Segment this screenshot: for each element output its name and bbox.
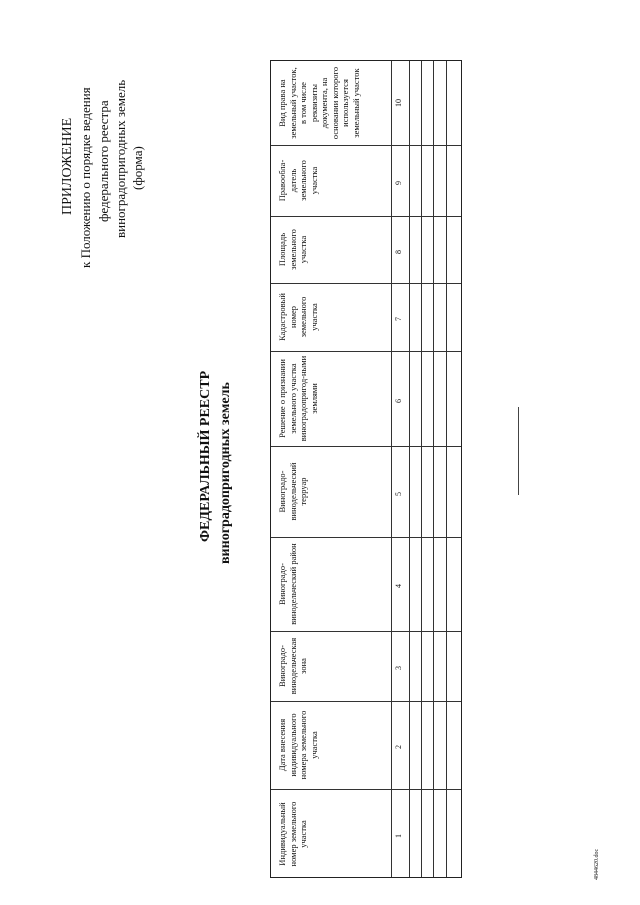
table-hline xyxy=(271,537,461,538)
appendix-line-4: виноградопригодных земель xyxy=(113,79,128,238)
column-header-4: Виноградо-винодельческий район xyxy=(277,543,298,625)
column-header-7: Кадастровый номер земельного участка xyxy=(277,293,319,341)
column-number-5: 5 xyxy=(394,491,403,496)
table-hline xyxy=(271,631,461,632)
column-number-8: 8 xyxy=(394,249,403,254)
table-vline xyxy=(433,61,434,877)
column-number-6: 6 xyxy=(394,398,403,403)
table-hline xyxy=(271,351,461,352)
column-header-6: Решение о признании земельного участка виноградопригод-ными землями xyxy=(277,355,319,442)
table-hline xyxy=(271,283,461,284)
column-header-9: Правообла-датель земельного участка xyxy=(277,159,319,202)
table-hline xyxy=(271,216,461,217)
column-header-10: Вид права на земельный участок, в том числе реквизиты документа, на основании которого используется земельный участок xyxy=(277,66,361,140)
table-vline xyxy=(409,61,410,877)
table-hline xyxy=(271,446,461,447)
table-hline xyxy=(271,701,461,702)
footer-docname: 4844620.doc xyxy=(594,848,600,880)
column-number-7: 7 xyxy=(394,317,403,321)
table-vline xyxy=(446,61,447,877)
column-number-1: 1 xyxy=(394,834,403,838)
column-number-3: 3 xyxy=(394,666,403,670)
registry-title: ФЕДЕРАЛЬНЫЙ РЕЕСТР xyxy=(198,370,213,542)
table-hline xyxy=(271,145,461,146)
table-vline xyxy=(391,61,392,877)
registry-table xyxy=(270,60,462,878)
registry-subtitle: виноградопригодных земель xyxy=(218,382,233,564)
table-hline xyxy=(271,789,461,790)
column-header-2: Дата внесения индивидуального номера земельного участка xyxy=(277,710,319,780)
column-number-2: 2 xyxy=(394,745,403,749)
column-header-1: Индивидуальный номер земельного участка xyxy=(277,801,308,867)
column-header-3: Виноградо-винодельческая зона xyxy=(277,637,308,695)
table-vline xyxy=(421,61,422,877)
appendix-line-5: (форма) xyxy=(130,146,145,190)
column-header-5: Виноградо-винодельческий терруар xyxy=(277,462,308,521)
appendix-line-2: к Положению о порядке ведения xyxy=(78,87,93,268)
appendix-title xyxy=(60,118,76,215)
column-number-4: 4 xyxy=(394,584,403,588)
column-header-8: Площадь земельного участка xyxy=(277,229,308,270)
appendix-line-3: федерального реестра xyxy=(96,100,111,222)
column-number-10: 10 xyxy=(394,99,403,107)
divider-line xyxy=(518,407,519,495)
column-number-9: 9 xyxy=(394,180,403,185)
appendix-line-1: ПРИЛОЖЕНИЕ xyxy=(60,117,75,215)
